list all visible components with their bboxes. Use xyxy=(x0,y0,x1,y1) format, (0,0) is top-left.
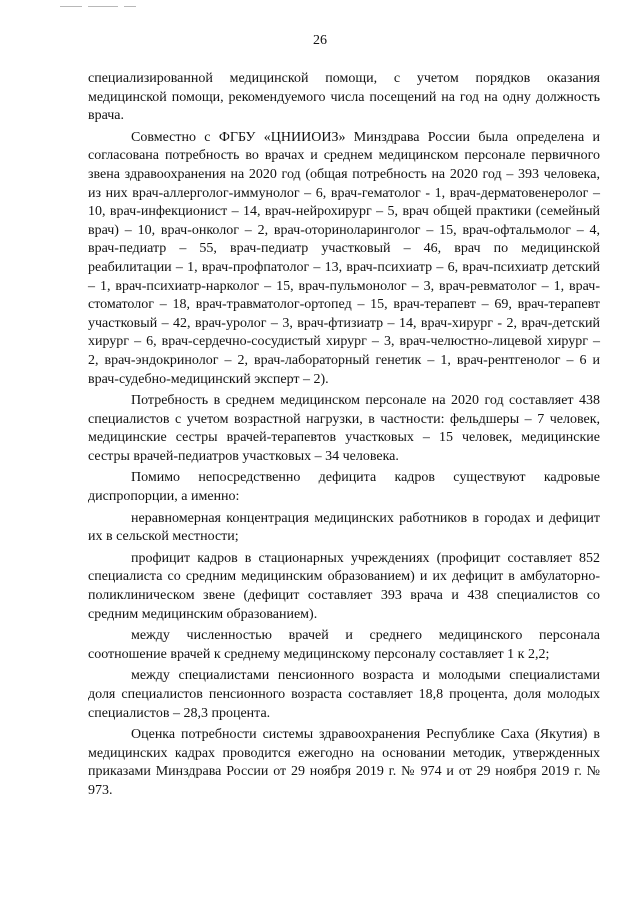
scan-header-mark xyxy=(60,6,180,12)
paragraph-imbalances-intro: Помимо непосредственно дефицита кадров существуют кадровые диспропорции, а именно: xyxy=(88,470,600,505)
paragraph-imbalance-inpatient-outpatient: профицит кадров в стационарных учреждениях (профицит составляет 852 специалиста со средним медицинским образованием) и их дефицит в амбулаторно-поликлиническом звене (дефицит составляет 393 врача и 438 специалистов со средним медицинским образованием). xyxy=(88,550,600,622)
page-number: 26 xyxy=(313,33,327,48)
paragraph-imbalance-urban-rural: неравномерная концентрация медицинских работников в городах и дефицит их в сельской местности; xyxy=(88,510,600,545)
paragraph-imbalance-ratio: между численностью врачей и среднего медицинского персонала соотношение врачей к среднему медицинскому персоналу составляет 1 к 2,2; xyxy=(88,628,600,662)
paragraph-assessment: Оценка потребности системы здравоохранения Республике Саха (Якутия) в медицинских кадрах проводится ежегодно на основании методик, утвержденных приказами Минздрава России от 29 ноября 2019 г. № 974 и от 29 ноября 2019 г. № 973. xyxy=(88,727,600,798)
paragraph-continuation: специализированной медицинской помощи, с учетом порядков оказания медицинской помощи, рекомендуемого числа посещений на год на одну должность врача. xyxy=(88,71,600,124)
paragraph-staff-need-doctors: Совместно с ФГБУ «ЦНИИОИЗ» Минздрава России была определена и согласована потребность во врачах и среднем медицинском персонале первичного звена здравоохранения на 2020 год (общая потребность на 2020 год – 393 человека, из них врач-аллерголог-иммунолог – 6, врач-гематолог - 1, врач-дерматовенеролог – 10, врач-инфекционист – 14, врач-нейрохирург – 5, врач общей практики (семейный врач) – 10, врач-онколог – 2, врач-оториноларинголог – 15, врач-офтальмолог – 4, врач-педиатр – 55, врач-педиатр участковый – 46, врач по медицинской реабилитации – 1, врач-профпатолог – 13, врач-психиатр – 6, врач-психиатр детский – 1, врач-психиатр-нарколог – 15, врач-пульмонолог – 3, врач-ревматолог – 1, врач-стоматолог – 18, врач-травматолог-ортопед – 15, врач-терапевт – 69, врач-терапевт участковый – 42, врач-уролог – 3, врач-фтизиатр – 14, врач-хирург - 2, врач-детский хирург – 6, врач-сердечно-сосудистый хирург – 3, врач-челюстно-лицевой хирург – 2, врач-эндокринолог – 2, врач-лабораторный генетик – 1, врач-рентгенолог – 6 и врач-судебно-медицинский эксперт – 2). xyxy=(88,129,600,387)
paragraph-imbalance-age: между специалистами пенсионного возраста и молодыми специалистами доля специалистов пенсионного возраста составляет 18,8 процента, доля молодых специалистов – 28,3 процента. xyxy=(88,668,600,721)
page-body xyxy=(88,70,600,804)
paragraph-staff-need-nurses: Потребность в среднем медицинском персонале на 2020 год составляет 438 специалистов с учетом возрастной нагрузки, в частности: фельдшеры – 7 человек, медицинские сестры врачей-терапевтов участковых – 15 человек, медицинские сестры врачей-педиатров участковых – 34 человека. xyxy=(88,393,600,464)
